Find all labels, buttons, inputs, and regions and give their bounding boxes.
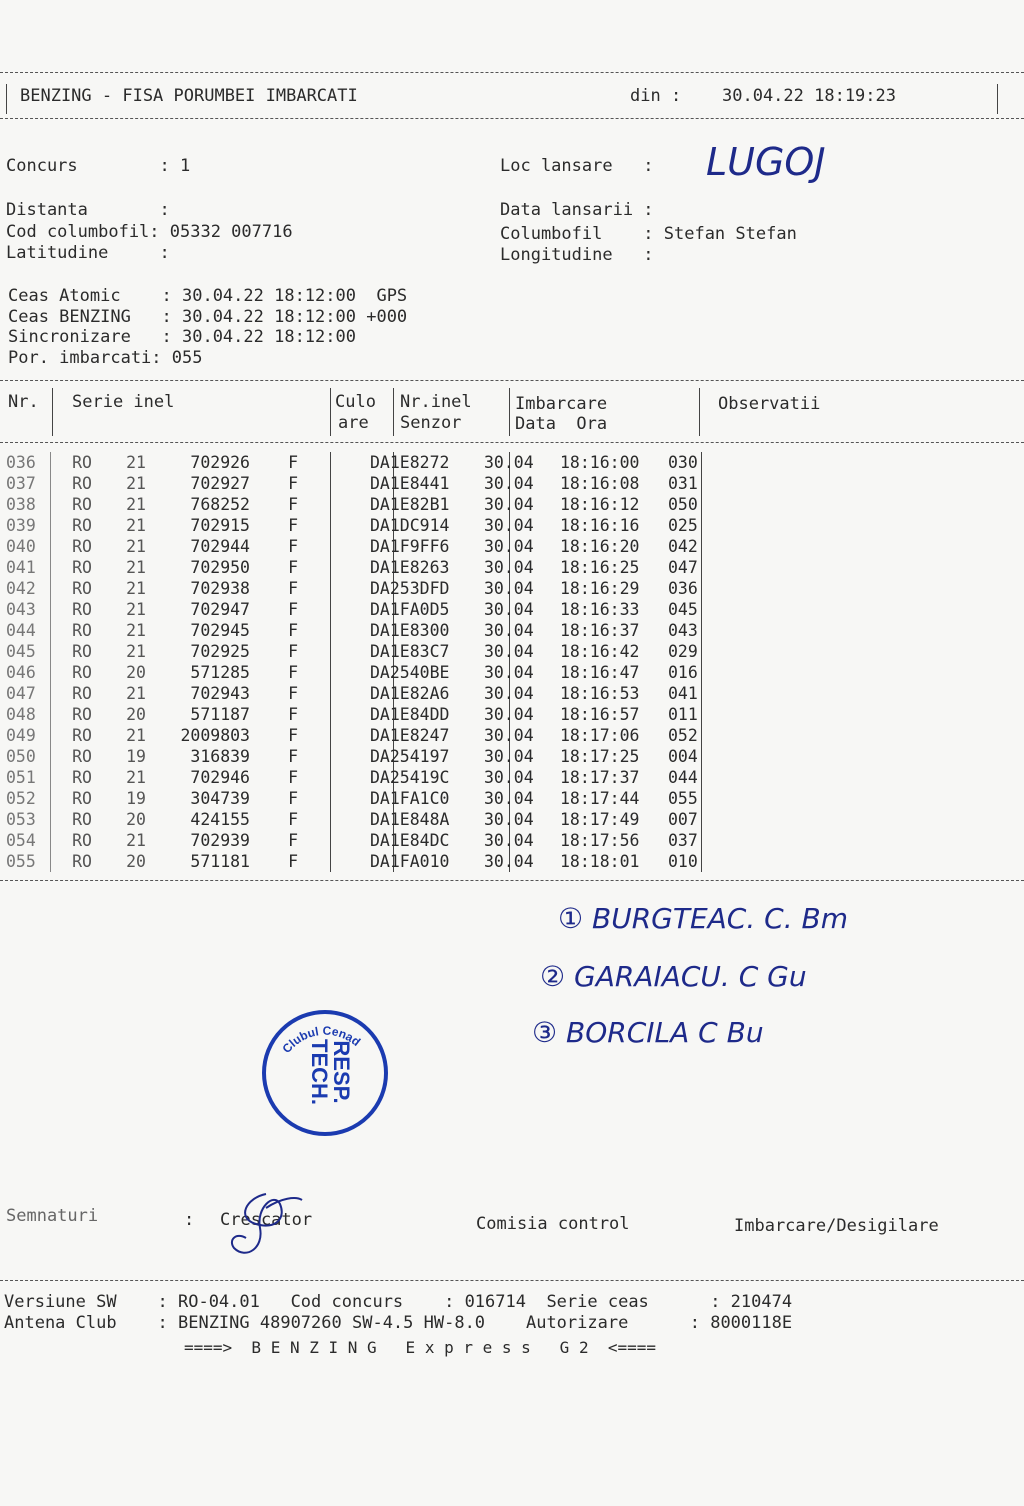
cell-nr: 043	[6, 600, 36, 619]
cell-time: 18:17:06	[560, 726, 640, 745]
distanta-line: Distanta :	[6, 200, 170, 220]
cell-nr: 055	[6, 852, 36, 871]
cell-time: 18:16:00	[560, 453, 640, 472]
embarked-pigeons-table	[6, 452, 728, 872]
cell-ring: 571187	[190, 705, 250, 724]
cell-ring: 316839	[190, 747, 250, 766]
cell-date: 30.04	[484, 642, 534, 661]
col-header-observatii: Observatii	[718, 394, 821, 414]
cell-obs: 042	[668, 537, 698, 556]
cell-date: 30.04	[484, 684, 534, 703]
cell-sex: F	[288, 831, 298, 850]
cell-sensor: DA1E82B1	[370, 495, 450, 514]
data-lansarii-line: Data lansarii :	[500, 200, 654, 220]
cell-country: RO	[72, 558, 92, 577]
cell-nr: 044	[6, 621, 36, 640]
cell-obs: 007	[668, 810, 698, 829]
cell-country: RO	[72, 684, 92, 703]
cell-country: RO	[72, 831, 92, 850]
cell-time: 18:16:12	[560, 495, 640, 514]
table-bottom-rule	[0, 880, 1024, 881]
cell-ring: 702939	[190, 831, 250, 850]
table-row	[6, 536, 728, 557]
cell-country: RO	[72, 453, 92, 472]
cell-ring: 571285	[190, 663, 250, 682]
stamp-text-resp: RESP.	[329, 1040, 354, 1104]
semnaturi-label: Semnaturi	[6, 1206, 99, 1226]
cell-ring: 2009803	[180, 726, 250, 745]
cell-time: 18:16:33	[560, 600, 640, 619]
cell-nr: 049	[6, 726, 36, 745]
cell-date: 30.04	[484, 621, 534, 640]
cell-date: 30.04	[484, 852, 534, 871]
table-row	[6, 725, 728, 746]
cell-sex: F	[288, 621, 298, 640]
cell-country: RO	[72, 579, 92, 598]
cell-year: 21	[126, 474, 146, 493]
cell-sex: F	[288, 537, 298, 556]
cod-columbofil-line: Cod columbofil: 05332 007716	[6, 222, 293, 242]
cell-nr: 045	[6, 642, 36, 661]
cell-obs: 030	[668, 453, 698, 472]
cell-culoare	[298, 578, 370, 599]
cell-sensor: DA1FA0D5	[370, 600, 450, 619]
cell-year: 21	[126, 768, 146, 787]
cell-ring: 702945	[190, 621, 250, 640]
cell-sensor: DA1DC914	[370, 516, 450, 535]
cell-ring: 571181	[190, 852, 250, 871]
col-header-imbarcare-2: Data Ora	[515, 414, 608, 434]
table-row	[6, 767, 728, 788]
cell-nr: 041	[6, 558, 36, 577]
cell-obs: 004	[668, 747, 698, 766]
cell-nr: 037	[6, 474, 36, 493]
table-row	[6, 683, 728, 704]
cell-time: 18:17:25	[560, 747, 640, 766]
cell-date: 30.04	[484, 831, 534, 850]
footer-rule	[0, 1280, 1024, 1281]
cell-nr: 046	[6, 663, 36, 682]
cell-ring: 702943	[190, 684, 250, 703]
antena-club-line: Antena Club : BENZING 48907260 SW-4.5 HW-8.0 Autorizare : 8000118E	[4, 1313, 793, 1333]
cell-culoare	[298, 620, 370, 641]
cell-culoare	[298, 746, 370, 767]
col-divider	[393, 388, 394, 436]
cell-country: RO	[72, 726, 92, 745]
cell-sensor: DA254197	[370, 747, 450, 766]
cell-obs: 045	[668, 600, 698, 619]
document-title: BENZING - FISA PORUMBEI IMBARCATI	[20, 86, 358, 106]
ceas-atomic-line: Ceas Atomic : 30.04.22 18:12:00 GPS	[8, 286, 408, 306]
table-header-rule	[0, 442, 1024, 443]
cell-time: 18:17:37	[560, 768, 640, 787]
cell-year: 21	[126, 558, 146, 577]
cell-culoare	[298, 599, 370, 620]
cell-obs: 052	[668, 726, 698, 745]
cell-country: RO	[72, 705, 92, 724]
cell-date: 30.04	[484, 453, 534, 472]
cell-sex: F	[288, 810, 298, 829]
cell-date: 30.04	[484, 705, 534, 724]
table-row	[6, 578, 728, 599]
cell-year: 21	[126, 579, 146, 598]
cell-date: 30.04	[484, 747, 534, 766]
cell-year: 19	[126, 789, 146, 808]
table-row	[6, 662, 728, 683]
cell-culoare	[298, 809, 370, 830]
cell-sensor: DA1E84DC	[370, 831, 450, 850]
cell-nr: 051	[6, 768, 36, 787]
cell-obs: 025	[668, 516, 698, 535]
cell-country: RO	[72, 768, 92, 787]
table-row	[6, 599, 728, 620]
cell-sensor: DA1E8263	[370, 558, 450, 577]
header-right-border	[997, 84, 998, 114]
cell-ring: 702915	[190, 516, 250, 535]
din-label: din :	[630, 86, 682, 106]
cell-nr: 036	[6, 453, 36, 472]
cell-obs: 011	[668, 705, 698, 724]
cell-culoare	[298, 851, 370, 872]
col-divider	[699, 388, 700, 436]
cell-ring: 702938	[190, 579, 250, 598]
cell-time: 18:16:29	[560, 579, 640, 598]
print-datetime: 30.04.22 18:19:23	[722, 86, 896, 106]
cell-ring: 702947	[190, 600, 250, 619]
col-header-serie: Serie inel	[72, 392, 175, 412]
cell-sex: F	[288, 579, 298, 598]
cell-date: 30.04	[484, 537, 534, 556]
cell-nr: 040	[6, 537, 36, 556]
cell-sex: F	[288, 663, 298, 682]
cell-ring: 702927	[190, 474, 250, 493]
cell-sex: F	[288, 642, 298, 661]
cell-sex: F	[288, 558, 298, 577]
cell-year: 20	[126, 852, 146, 871]
table-row	[6, 620, 728, 641]
cell-date: 30.04	[484, 495, 534, 514]
cell-sex: F	[288, 684, 298, 703]
cell-ring: 702950	[190, 558, 250, 577]
cell-time: 18:16:47	[560, 663, 640, 682]
cell-country: RO	[72, 621, 92, 640]
cell-obs: 029	[668, 642, 698, 661]
cell-ring: 702925	[190, 642, 250, 661]
cell-country: RO	[72, 537, 92, 556]
header-bottom-rule	[0, 118, 1024, 119]
cell-year: 21	[126, 726, 146, 745]
cell-year: 21	[126, 642, 146, 661]
cell-time: 18:16:08	[560, 474, 640, 493]
cell-ring: 702944	[190, 537, 250, 556]
cell-sensor: DA1F9FF6	[370, 537, 450, 556]
crescator-label: Crescator	[220, 1210, 313, 1230]
loc-lansare-handwritten: LUGOJ	[706, 140, 826, 184]
cell-obs: 043	[668, 621, 698, 640]
cell-sex: F	[288, 705, 298, 724]
cell-year: 21	[126, 621, 146, 640]
cell-ring: 702946	[190, 768, 250, 787]
header-left-border	[6, 84, 7, 114]
col-divider	[52, 388, 53, 436]
cell-nr: 048	[6, 705, 36, 724]
cell-time: 18:16:16	[560, 516, 640, 535]
columbofil-line: Columbofil : Stefan Stefan	[500, 224, 797, 244]
cell-time: 18:17:44	[560, 789, 640, 808]
cell-culoare	[298, 767, 370, 788]
cell-obs: 037	[668, 831, 698, 850]
cell-country: RO	[72, 600, 92, 619]
cell-nr: 052	[6, 789, 36, 808]
cell-year: 21	[126, 516, 146, 535]
cell-year: 19	[126, 747, 146, 766]
cell-obs: 050	[668, 495, 698, 514]
cell-country: RO	[72, 789, 92, 808]
cell-time: 18:16:25	[560, 558, 640, 577]
cell-culoare	[298, 662, 370, 683]
cell-country: RO	[72, 642, 92, 661]
sincronizare-line: Sincronizare : 30.04.22 18:12:00	[8, 327, 356, 347]
table-row	[6, 557, 728, 578]
cell-date: 30.04	[484, 558, 534, 577]
cell-sensor: DA1E8441	[370, 474, 450, 493]
col-divider	[330, 388, 331, 436]
cell-country: RO	[72, 852, 92, 871]
cell-date: 30.04	[484, 600, 534, 619]
cell-sex: F	[288, 474, 298, 493]
cell-sensor: DA253DFD	[370, 579, 450, 598]
table-row	[6, 641, 728, 662]
cell-time: 18:16:20	[560, 537, 640, 556]
cell-country: RO	[72, 663, 92, 682]
cell-country: RO	[72, 747, 92, 766]
cell-country: RO	[72, 474, 92, 493]
handwritten-entry-2: ② GARAIACU. C Gu	[540, 960, 807, 993]
cell-date: 30.04	[484, 663, 534, 682]
cell-culoare	[298, 515, 370, 536]
cell-culoare	[298, 683, 370, 704]
cell-sensor: DA1FA1C0	[370, 789, 450, 808]
latitudine-line: Latitudine :	[6, 243, 170, 263]
cell-sensor: DA2540BE	[370, 663, 450, 682]
cell-obs: 031	[668, 474, 698, 493]
col-header-imbarcare-1: Imbarcare	[515, 394, 608, 414]
cell-sensor: DA1E8272	[370, 453, 450, 472]
ceas-benzing-line: Ceas BENZING : 30.04.22 18:12:00 +000	[8, 307, 408, 327]
cell-date: 30.04	[484, 789, 534, 808]
cell-sensor: DA1E848A	[370, 810, 450, 829]
cell-nr: 038	[6, 495, 36, 514]
table-row	[6, 473, 728, 494]
cell-sex: F	[288, 600, 298, 619]
cell-culoare	[298, 725, 370, 746]
cell-sex: F	[288, 516, 298, 535]
cell-nr: 050	[6, 747, 36, 766]
cell-nr: 054	[6, 831, 36, 850]
cell-year: 20	[126, 663, 146, 682]
cell-sex: F	[288, 453, 298, 472]
table-top-rule	[0, 380, 1024, 381]
versiune-sw-line: Versiune SW : RO-04.01 Cod concurs : 016714 Serie ceas : 210474	[4, 1292, 793, 1312]
col-header-culoare-2: are	[338, 413, 369, 433]
cell-year: 21	[126, 831, 146, 850]
cell-date: 30.04	[484, 516, 534, 535]
table-row	[6, 704, 728, 725]
cell-sensor: DA1E8247	[370, 726, 450, 745]
cell-date: 30.04	[484, 474, 534, 493]
longitudine-line: Longitudine :	[500, 245, 654, 265]
cell-time: 18:17:56	[560, 831, 640, 850]
cell-culoare	[298, 494, 370, 515]
semnaturi-separator: :	[184, 1210, 195, 1230]
cell-culoare	[298, 452, 370, 473]
cell-culoare	[298, 641, 370, 662]
cell-year: 21	[126, 684, 146, 703]
cell-year: 21	[126, 537, 146, 556]
header-top-rule	[0, 72, 1024, 73]
table-row	[6, 494, 728, 515]
club-stamp	[262, 1010, 388, 1136]
cell-date: 30.04	[484, 726, 534, 745]
cell-obs: 016	[668, 663, 698, 682]
cell-ring: 304739	[190, 789, 250, 808]
cell-sensor: DA1E8300	[370, 621, 450, 640]
cell-culoare	[298, 788, 370, 809]
cell-year: 21	[126, 453, 146, 472]
cell-year: 20	[126, 705, 146, 724]
table-row	[6, 788, 728, 809]
cell-sensor: DA1E83C7	[370, 642, 450, 661]
cell-culoare	[298, 473, 370, 494]
table-row	[6, 746, 728, 767]
cell-date: 30.04	[484, 768, 534, 787]
cell-obs: 041	[668, 684, 698, 703]
cell-year: 20	[126, 810, 146, 829]
cell-ring: 702926	[190, 453, 250, 472]
cell-culoare	[298, 830, 370, 851]
col-header-culoare-1: Culo	[335, 392, 376, 412]
cell-time: 18:17:49	[560, 810, 640, 829]
table-row	[6, 830, 728, 851]
cell-time: 18:18:01	[560, 852, 640, 871]
benzing-express-banner: ====> B E N Z I N G E x p r e s s G 2 <====	[184, 1338, 657, 1357]
cell-sensor: DA25419C	[370, 768, 450, 787]
handwritten-signature	[226, 1188, 306, 1268]
cell-nr: 047	[6, 684, 36, 703]
svg-text:Clubul Cenad: Clubul Cenad	[279, 1023, 364, 1056]
cell-time: 18:16:37	[560, 621, 640, 640]
cell-ring: 768252	[190, 495, 250, 514]
cell-sensor: DA1E82A6	[370, 684, 450, 703]
cell-sex: F	[288, 789, 298, 808]
handwritten-entry-1: ① BURGTEAC. C. Bm	[558, 902, 848, 935]
por-imbarcati-line: Por. imbarcati: 055	[8, 348, 203, 368]
cell-obs: 044	[668, 768, 698, 787]
loc-lansare-label: Loc lansare :	[500, 156, 654, 176]
cell-time: 18:16:42	[560, 642, 640, 661]
cell-sex: F	[288, 747, 298, 766]
cell-obs: 047	[668, 558, 698, 577]
col-header-nrinel-1: Nr.inel	[400, 392, 472, 412]
cell-country: RO	[72, 495, 92, 514]
cell-ring: 424155	[190, 810, 250, 829]
cell-sex: F	[288, 495, 298, 514]
cell-sex: F	[288, 852, 298, 871]
comisia-control-label: Comisia control	[476, 1214, 630, 1234]
table-row	[6, 851, 728, 872]
cell-culoare	[298, 557, 370, 578]
cell-sensor: DA1FA010	[370, 852, 450, 871]
cell-sex: F	[288, 726, 298, 745]
cell-time: 18:16:57	[560, 705, 640, 724]
imbarcare-desigilare-label: Imbarcare/Desigilare	[734, 1216, 939, 1236]
stamp-text-tech: TECH.	[307, 1039, 332, 1105]
cell-nr: 039	[6, 516, 36, 535]
cell-sex: F	[288, 768, 298, 787]
table-row	[6, 809, 728, 830]
col-divider	[509, 388, 510, 436]
col-header-nr: Nr.	[8, 392, 39, 412]
table-row	[6, 515, 728, 536]
cell-date: 30.04	[484, 579, 534, 598]
table-row	[6, 452, 728, 473]
cell-nr: 042	[6, 579, 36, 598]
cell-obs: 055	[668, 789, 698, 808]
cell-country: RO	[72, 516, 92, 535]
cell-obs: 010	[668, 852, 698, 871]
cell-date: 30.04	[484, 810, 534, 829]
cell-nr: 053	[6, 810, 36, 829]
cell-year: 21	[126, 600, 146, 619]
cell-sensor: DA1E84DD	[370, 705, 450, 724]
col-header-nrinel-2: Senzor	[400, 413, 462, 433]
cell-year: 21	[126, 495, 146, 514]
cell-obs: 036	[668, 579, 698, 598]
handwritten-entry-3: ③ BORCILA C Bu	[532, 1016, 764, 1049]
cell-culoare	[298, 704, 370, 725]
cell-time: 18:16:53	[560, 684, 640, 703]
cell-country: RO	[72, 810, 92, 829]
concurs-line: Concurs : 1	[6, 156, 191, 176]
cell-culoare	[298, 536, 370, 557]
